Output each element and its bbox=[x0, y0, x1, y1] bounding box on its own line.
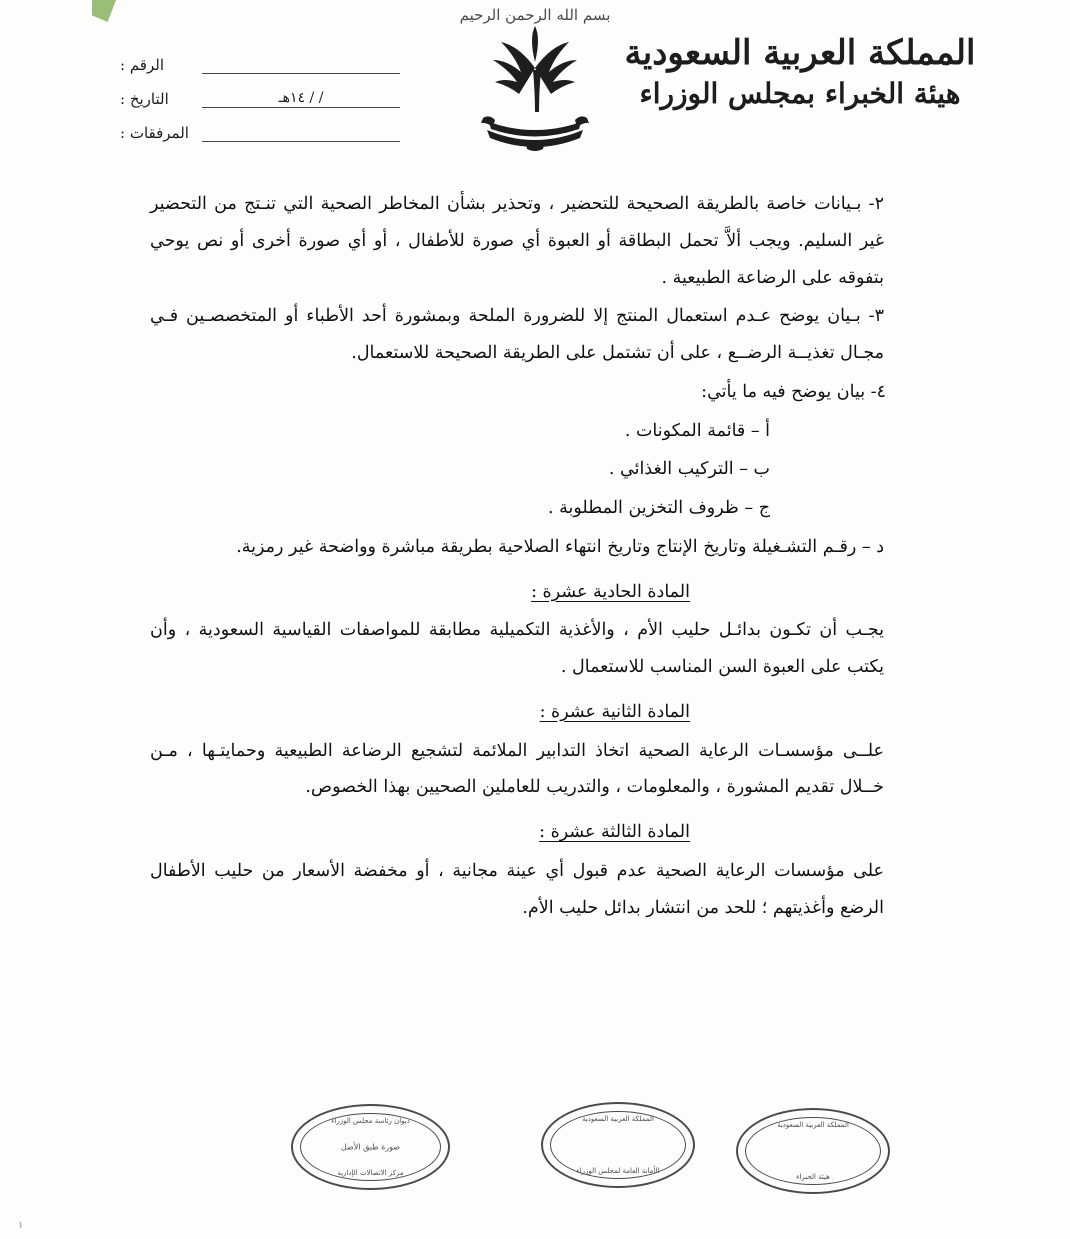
section-body-article-13: على مؤسسات الرعاية الصحية عدم قبول أي عينة مجانية ، أو مخفضة الأسعار من حليب الأطفال الرضع وأغذيتهم ؛ للحد من انتشار بدائل حليب الأم. bbox=[150, 860, 884, 918]
paragraph-item-4-a: أ – قائمة المكونات . bbox=[624, 420, 770, 441]
paragraph-item-4-d: د – رقـم التشـغيلة وتاريخ الإنتاج وتاريخ انتهاء الصلاحية بطريقة مباشرة وواضحة غير رمزية. bbox=[236, 536, 884, 557]
paragraph-item-4: ٤- بيان يوضح فيه ما يأتي: bbox=[701, 381, 886, 402]
attachments-field-line[interactable] bbox=[202, 123, 400, 142]
basmala-text: بسم الله الرحمن الرحيم bbox=[459, 6, 611, 24]
document-meta-fields bbox=[120, 40, 400, 142]
agency-name: هيئة الخبراء بمجلس الوزراء bbox=[639, 76, 961, 110]
number-field-line[interactable] bbox=[202, 55, 400, 74]
stamp-2-bottom-text: الأمانة العامة لمجلس الوزراء bbox=[576, 1167, 660, 1175]
meta-row-date bbox=[120, 74, 400, 108]
section-heading-article-11-text: المادة الحادية عشرة : bbox=[531, 581, 690, 602]
section-heading-article-13 bbox=[150, 814, 920, 851]
section-heading-article-12-text: المادة الثانية عشرة : bbox=[539, 701, 690, 722]
kingdom-titles bbox=[590, 32, 1010, 112]
stamp-1-top-text: المملكة العربية السعودية bbox=[777, 1121, 849, 1129]
stamps-area bbox=[150, 1098, 920, 1203]
paragraph-item-3: ٣- بـيان يوضح عـدم استعمال المنتج إلا للضرورة الملحة وبمشورة أحد الأطباء أو المتخصصـين فـي مجـال تغذيــة الرضــع ، على أن تشتمل على الطريقة الصحيحة للاستعمال. bbox=[150, 306, 884, 363]
stamp-1-bottom-text: هيئة الخبراء bbox=[796, 1173, 830, 1181]
stamp-3-middle-text: صورة طبق الأصل bbox=[340, 1142, 401, 1152]
section-heading-article-13-text: المادة الثالثة عشرة : bbox=[539, 822, 690, 842]
section-heading-article-11 bbox=[150, 574, 920, 611]
document-body bbox=[150, 186, 920, 928]
document-header bbox=[0, 0, 1070, 180]
meta-row-attachments bbox=[120, 108, 400, 142]
stamp-royal-court-communications bbox=[291, 1104, 450, 1190]
stamp-2-top-text: المملكة العربية السعودية bbox=[582, 1115, 654, 1123]
section-body-article-11: يجـب أن تكـون بدائـل حليب الأم ، والأغذية التكميلية مطابقة للمواصفات القياسية السعودية ، وأن يكتب على العبوة السن المناسب للاستعمال . bbox=[150, 620, 884, 677]
kingdom-name: المملكة العربية السعودية bbox=[624, 33, 976, 73]
date-label: التاريخ : bbox=[120, 90, 169, 108]
stamp-council-of-ministers bbox=[541, 1102, 695, 1188]
attachments-label: المرفقات : bbox=[120, 124, 189, 142]
saudi-emblem-icon bbox=[475, 22, 595, 162]
meta-row-number bbox=[120, 40, 400, 74]
stamp-experts-commission bbox=[736, 1108, 890, 1194]
number-label: الرقم : bbox=[120, 56, 164, 74]
section-body-article-12: علــى مؤسسـات الرعاية الصحية اتخاذ التدابير الملائمة لتشجيع الرضاعة الطبيعية وحمايتـها ، مـن خــلال تقديم المشورة ، والمعلومات ، والتدريب للعاملين الصحيين بهذا الخصوص. bbox=[150, 740, 884, 798]
stamp-3-top-text: ديوان رئاسة مجلس الوزراء bbox=[331, 1117, 410, 1125]
paragraph-item-2: ٢- بـيانات خاصة بالطريقة الصحيحة للتحضير ، وتحذير بشأن المخاطر الصحية التي تنـتج من التحضير غير السليم. ويجب ألاَّ تحمل البطاقة أو العبوة أي صورة للأطفال ، أو أي صورة أخرى أو نص يوحي بتفوقه على الرضاعة الطبيعية . bbox=[150, 194, 884, 288]
section-heading-article-12 bbox=[150, 694, 920, 731]
paragraph-item-4-b: ب – التركيب الغذائي . bbox=[608, 459, 770, 480]
paragraph-item-4-c: ج – ظروف التخزين المطلوبة . bbox=[548, 498, 770, 518]
date-field-line[interactable] bbox=[202, 89, 400, 108]
stamp-3-bottom-text: مركز الاتصالات الإدارية bbox=[337, 1169, 404, 1177]
page-footer-mark: ١ bbox=[18, 1220, 24, 1231]
date-value: / / ١٤هـ bbox=[278, 90, 324, 106]
